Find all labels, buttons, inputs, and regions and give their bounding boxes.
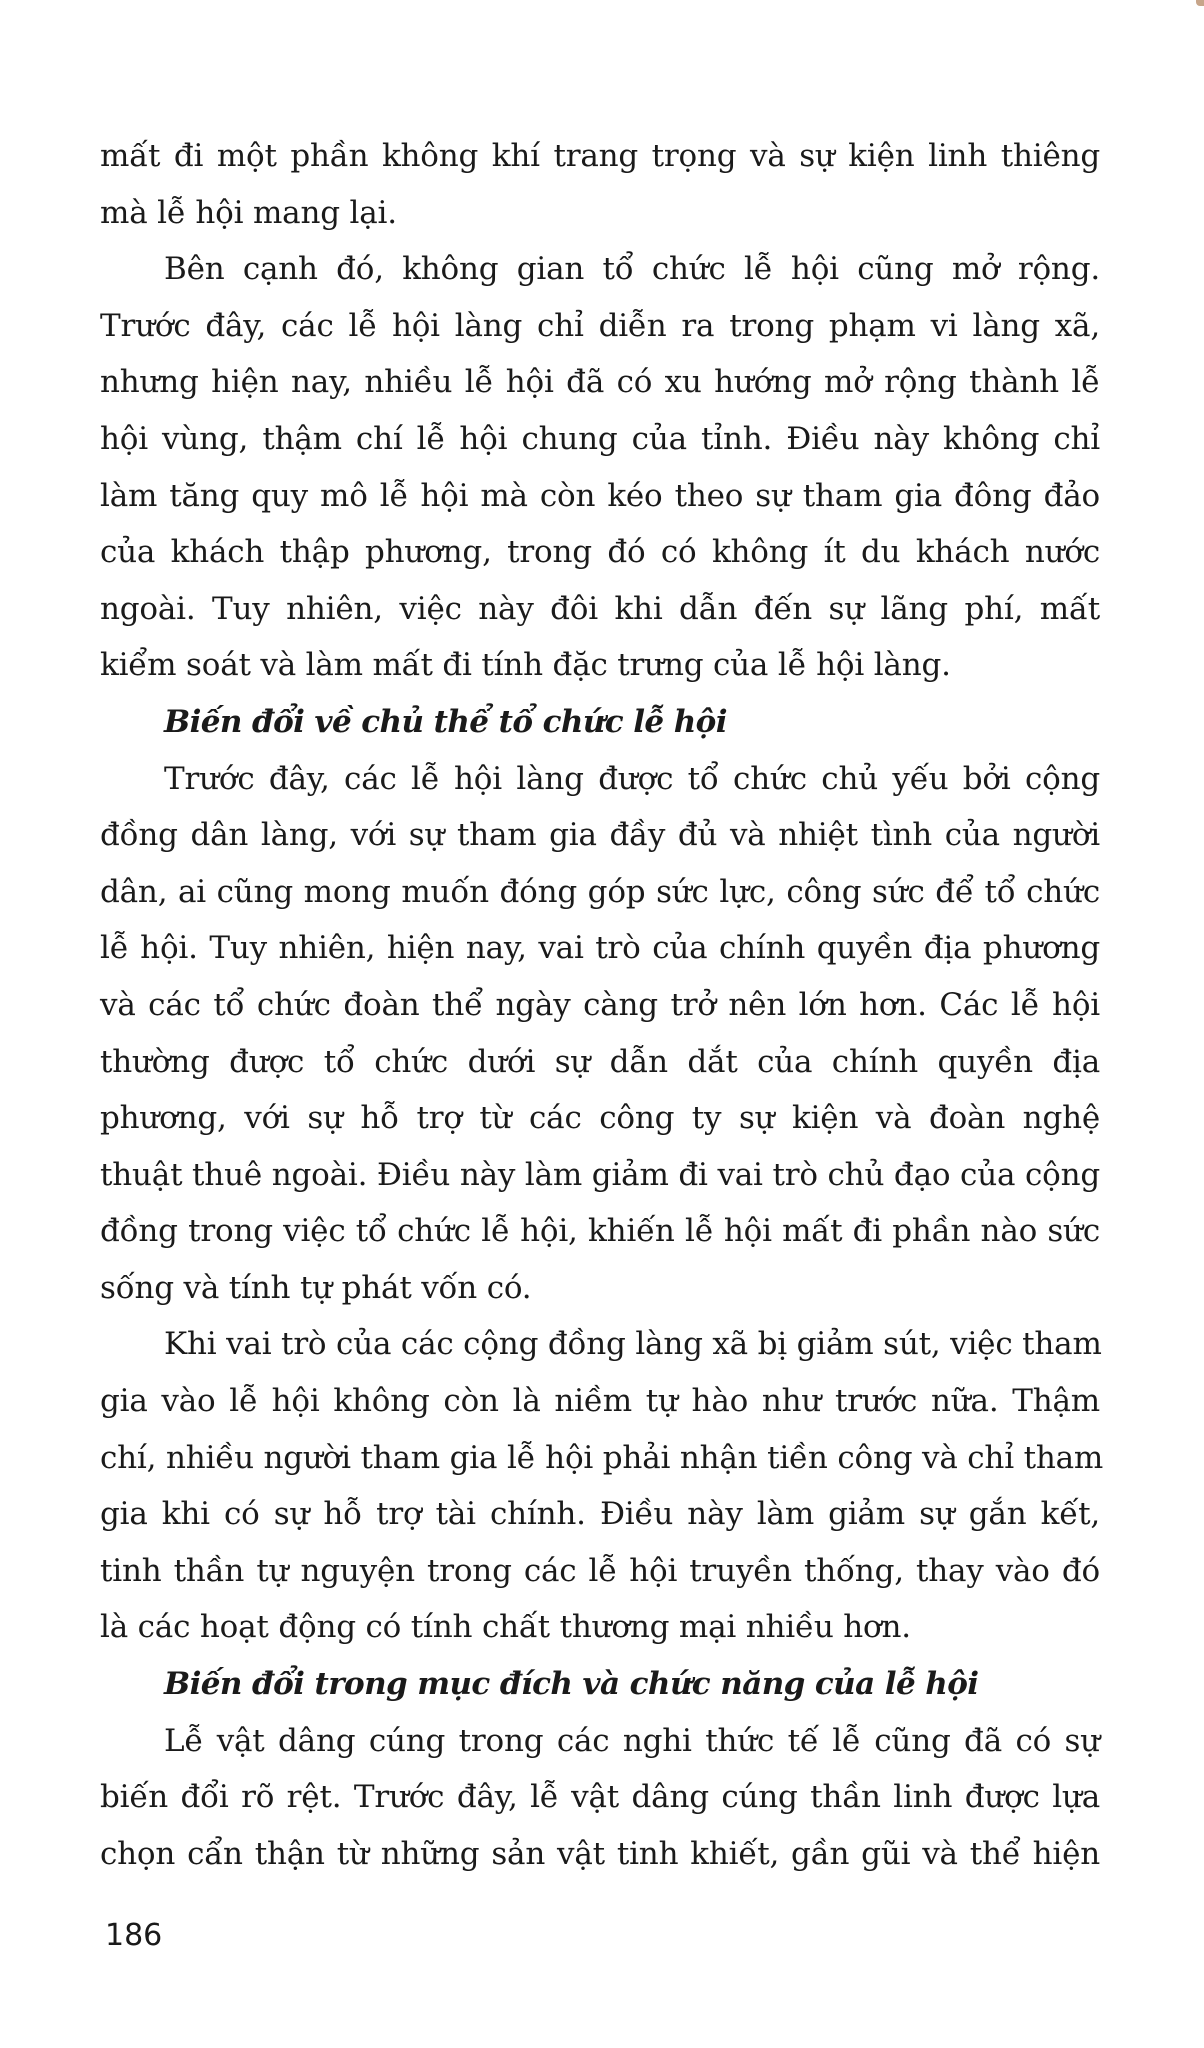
text-line: thường được tổ chức dưới sự dẫn dắt của chính quyền địa xyxy=(100,1043,1100,1080)
paragraph-organizer xyxy=(100,751,1100,1317)
text-line: hội vùng, thậm chí lễ hội chung của tỉnh. Điều này không chỉ xyxy=(100,420,1100,457)
paragraph-continued xyxy=(100,128,1100,241)
page-edge-mark xyxy=(1196,0,1204,6)
text-line: kiểm soát và làm mất đi tính đặc trưng của lễ hội làng. xyxy=(100,647,951,684)
text-line: chí, nhiều người tham gia lễ hội phải nhận tiền công và chỉ tham xyxy=(100,1439,1104,1476)
text-line: đồng dân làng, với sự tham gia đầy đủ và nhiệt tình của người xyxy=(100,817,1100,854)
text-line: biến đổi rõ rệt. Trước đây, lễ vật dâng cúng thần linh được lựa xyxy=(100,1779,1100,1816)
text-line: làm tăng quy mô lễ hội mà còn kéo theo sự tham gia đông đảo xyxy=(100,477,1100,514)
text-line: sống và tính tự phát vốn có. xyxy=(100,1269,532,1306)
text-line: thuật thuê ngoài. Điều này làm giảm đi vai trò chủ đạo của cộng xyxy=(100,1156,1100,1193)
paragraph-offerings xyxy=(100,1713,1100,1883)
section-heading-organizer-change: Biến đổi về chủ thể tổ chức lễ hội xyxy=(164,703,727,740)
text-line: Khi vai trò của các cộng đồng làng xã bị giảm sút, việc tham xyxy=(164,1326,1102,1363)
text-line: ngoài. Tuy nhiên, việc này đôi khi dẫn đến sự lãng phí, mất xyxy=(100,590,1100,627)
text-line: và các tổ chức đoàn thể ngày càng trở nên lớn hơn. Các lễ hội xyxy=(100,986,1100,1023)
text-line: của khách thập phương, trong đó có không ít du khách nước xyxy=(100,534,1100,571)
text-line: dân, ai cũng mong muốn đóng góp sức lực, công sức để tổ chức xyxy=(100,873,1100,910)
paragraph-community-role xyxy=(100,1316,1104,1656)
text-line: mất đi một phần không khí trang trọng và sự kiện linh thiêng xyxy=(100,138,1100,174)
text-line: Lễ vật dâng cúng trong các nghi thức tế lễ cũng đã có sự xyxy=(164,1722,1100,1759)
section-heading-purpose-change: Biến đổi trong mục đích và chức năng của lễ hội xyxy=(164,1666,979,1703)
text-line: là các hoạt động có tính chất thương mại nhiều hơn. xyxy=(100,1609,911,1646)
text-line: Trước đây, các lễ hội làng được tổ chức chủ yếu bởi cộng xyxy=(164,760,1100,797)
text-line: tinh thần tự nguyện trong các lễ hội truyền thống, thay vào đó xyxy=(100,1552,1100,1589)
text-line: nhưng hiện nay, nhiều lễ hội đã có xu hướng mở rộng thành lễ xyxy=(100,364,1100,401)
text-line: Trước đây, các lễ hội làng chỉ diễn ra trong phạm vi làng xã, xyxy=(100,307,1100,344)
text-line: mà lễ hội mang lại. xyxy=(100,194,397,231)
text-line: Bên cạnh đó, không gian tổ chức lễ hội cũng mở rộng. xyxy=(164,251,1100,288)
text-line: phương, với sự hỗ trợ từ các công ty sự kiện và đoàn nghệ xyxy=(100,1100,1100,1137)
page-body xyxy=(100,128,1104,1882)
text-line: gia vào lễ hội không còn là niềm tự hào như trước nữa. Thậm xyxy=(100,1383,1100,1420)
page-number: 186 xyxy=(105,1918,163,1953)
text-line: đồng trong việc tổ chức lễ hội, khiến lễ hội mất đi phần nào sức xyxy=(100,1213,1100,1250)
text-line: lễ hội. Tuy nhiên, hiện nay, vai trò của chính quyền địa phương xyxy=(100,930,1100,967)
text-line: chọn cẩn thận từ những sản vật tinh khiết, gần gũi và thể hiện xyxy=(100,1835,1100,1872)
text-line: gia khi có sự hỗ trợ tài chính. Điều này làm giảm sự gắn kết, xyxy=(100,1496,1100,1533)
paragraph-space-expansion xyxy=(100,241,1100,694)
